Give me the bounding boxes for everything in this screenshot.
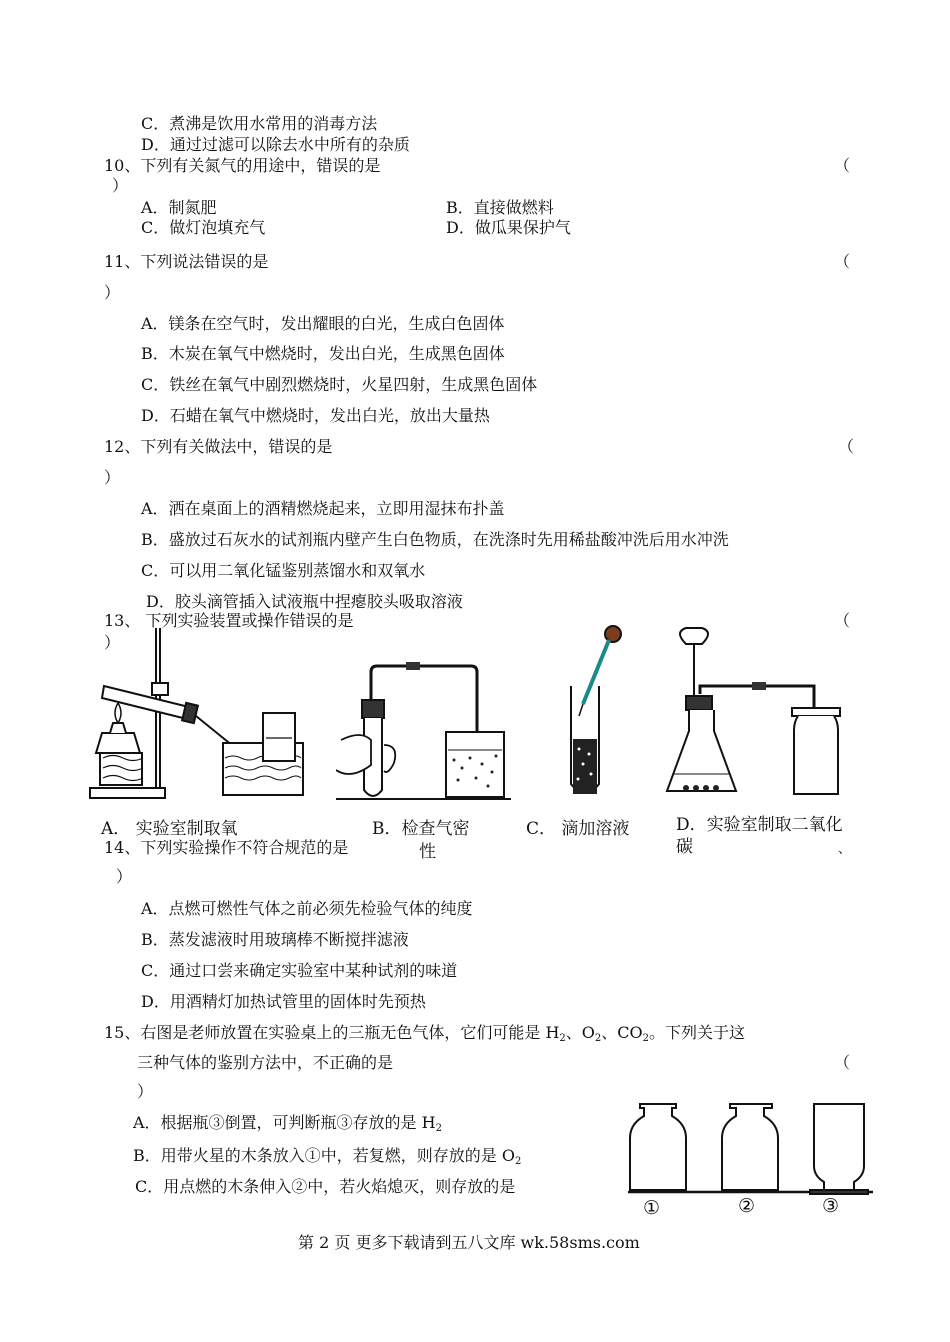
q15-option-b: B．用带火星的木条放入①中，若复燃，则存放的是 $O_2$ [133, 1146, 522, 1167]
q12-option-c: C．可以用二氧化锰鉴别蒸馏水和双氧水 [141, 561, 426, 580]
q15-option-c: C．用点燃的木条伸入②中，若火焰熄灭，则存放的是 [135, 1177, 516, 1196]
q12-stem: 12、下列有关做法中，错误的是 [104, 437, 333, 456]
q15-stem-line2: 三种气体的鉴别方法中，不正确的是 [137, 1053, 394, 1072]
bottle-label-2: ② [738, 1195, 756, 1217]
q12-paren-open: （ [838, 437, 855, 456]
figure-a-oxygen-apparatus [88, 628, 328, 803]
q13-stem: 13、 下列实验装置或操作错误的是 [104, 611, 354, 630]
q14-option-c: C．通过口尝来确定实验室中某种试剂的味道 [141, 961, 458, 980]
q11-option-d: D．石蜡在氧气中燃烧时，发出白光，放出大量热 [141, 406, 490, 425]
q10-stem: 10、下列有关氮气的用途中，错误的是 [104, 156, 381, 175]
q10-option-d: D．做瓜果保护气 [446, 218, 571, 237]
q11-option-b: B．木炭在氧气中燃烧时，发出白光，生成黑色固体 [141, 344, 505, 363]
q13-caption-b-line2: 性 [419, 842, 436, 862]
q14-stem: 14、下列实验操作不符合规范的是 [104, 838, 349, 857]
q12-option-b: B．盛放过石灰水的试剂瓶内壁产生白色物质，在洗涤时先用稀盐酸冲洗后用水冲洗 [141, 530, 729, 549]
q9-option-d: D．通过过滤可以除去水中所有的杂质 [141, 135, 410, 154]
q14-option-d: D．用酒精灯加热试管里的固体时先预热 [141, 992, 426, 1011]
stray-mark: 、 [838, 842, 852, 857]
bottle-label-1: ① [643, 1197, 661, 1219]
figure-c-dropper-test-tube [563, 624, 623, 804]
q13-paren-close: ） [104, 633, 121, 652]
figure-d-co2-apparatus [664, 626, 849, 801]
q12-paren-close: ） [104, 468, 121, 487]
q10-paren-open: （ [834, 156, 851, 175]
q15-stem: 15、右图是老师放置在实验桌上的三瓶无色气体，它们可能是 $H_2$、$O_2$、$CO_2$。下列关于这 [104, 1023, 746, 1044]
q15-paren-close: ） [137, 1082, 154, 1101]
figure-b-airtightness-check [336, 660, 516, 805]
q12-option-d: D．胶头滴管插入试液瓶中捏瘪胶头吸取溶液 [146, 592, 463, 611]
q11-paren-close: ） [104, 283, 121, 302]
q13-caption-d: D．实验室制取二氧化 [676, 815, 843, 835]
q12-option-a: A．洒在桌面上的酒精燃烧起来，立即用湿抹布扑盖 [141, 499, 505, 518]
q14-paren-close: ） [116, 867, 133, 886]
q13-caption-c: C． 滴加溶液 [526, 819, 630, 839]
q15-paren-open: （ [834, 1053, 851, 1072]
q10-option-c: C．做灯泡填充气 [141, 218, 266, 237]
q10-paren-close: ） [112, 176, 129, 195]
q9-option-c: C．煮沸是饮用水常用的消毒方法 [141, 114, 378, 133]
page-footer: 第 2 页 更多下载请到五八文库 wk.58sms.com [298, 1233, 640, 1252]
q15-option-a: A．根据瓶③倒置，可判断瓶③存放的是 $H_2$ [133, 1113, 442, 1134]
q13-caption-b: B．检查气密 [372, 819, 470, 839]
q11-option-c: C．铁丝在氧气中剧烈燃烧时，火星四射，生成黑色固体 [141, 375, 538, 394]
q11-paren-open: （ [834, 252, 851, 271]
q14-option-a: A．点燃可燃性气体之前必须先检验气体的纯度 [141, 899, 473, 918]
q13-caption-d-line2: 碳 [676, 837, 693, 857]
bottle-label-3: ③ [822, 1195, 840, 1217]
q11-stem: 11、下列说法错误的是 [104, 252, 269, 271]
q14-option-b: B．蒸发滤液时用玻璃棒不断搅拌滤液 [141, 930, 409, 949]
q13-caption-a: A． 实验室制取氧 [101, 819, 238, 839]
q11-option-a: A．镁条在空气时，发出耀眼的白光，生成白色固体 [141, 314, 505, 333]
q10-option-b: B．直接做燃料 [446, 198, 554, 217]
q10-option-a: A．制氮肥 [141, 198, 217, 217]
q13-paren-open: （ [834, 611, 851, 630]
